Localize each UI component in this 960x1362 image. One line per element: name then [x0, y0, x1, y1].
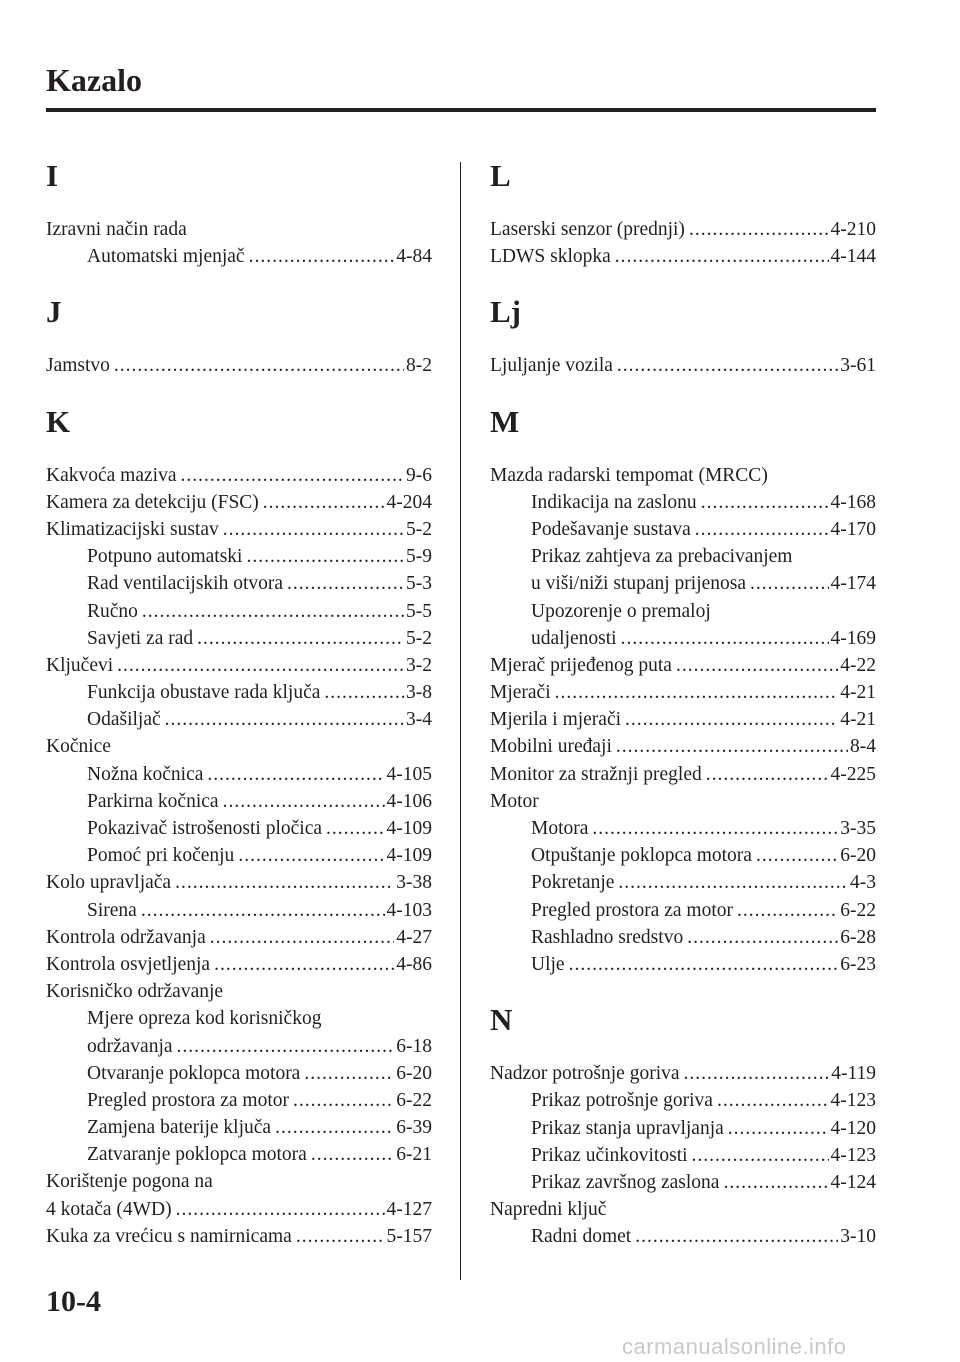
- dot-leader: [141, 897, 385, 924]
- index-entry: [490, 598, 876, 625]
- index-entry-page[interactable]: 3-4: [406, 709, 432, 731]
- index-entry-page[interactable]: 4-169: [830, 627, 876, 649]
- index-entry-label: Zatvaranje poklopca motora: [87, 1144, 307, 1166]
- index-entry: [490, 706, 876, 733]
- index-entry-page[interactable]: 4-106: [386, 790, 432, 812]
- index-entry: [46, 815, 432, 842]
- index-entry-label: Pregled prostora za motor: [531, 899, 733, 921]
- index-entry: [46, 924, 432, 951]
- index-entry-page[interactable]: 9-6: [406, 464, 432, 486]
- index-entry-page[interactable]: 4-127: [386, 1198, 432, 1220]
- index-entry-label: Motora: [531, 818, 589, 839]
- index-entry-page[interactable]: 5-9: [406, 546, 432, 568]
- index-entry: [490, 1087, 876, 1114]
- index-entry-label: Prikaz učinkovitosti: [531, 1144, 688, 1166]
- index-entry-label: Prikaz potrošnje goriva: [531, 1090, 713, 1112]
- index-entry-label: Upozorenje o premaloj: [531, 600, 711, 622]
- index-entry-page[interactable]: 4-144: [830, 246, 876, 268]
- index-entry-label: Kamera za detekciju (FSC): [46, 491, 259, 513]
- dot-leader: [249, 243, 395, 270]
- index-entry: [46, 1141, 432, 1168]
- index-entry-page[interactable]: 6-20: [396, 1062, 432, 1084]
- index-entry: [490, 570, 876, 597]
- index-entry-label: Kočnice: [46, 736, 111, 758]
- index-entry-page[interactable]: 6-18: [396, 1035, 432, 1057]
- index-entry-page[interactable]: 4-109: [386, 818, 432, 839]
- dot-leader: [238, 842, 384, 869]
- header-rule: [46, 108, 876, 112]
- index-entry-label: Ručno: [87, 600, 138, 622]
- index-entry-label: Pokretanje: [531, 872, 615, 894]
- dot-leader: [177, 1033, 395, 1060]
- index-entry: [46, 1223, 432, 1250]
- dot-leader: [197, 625, 404, 652]
- index-entry: [46, 978, 432, 1005]
- index-entry: [46, 706, 432, 733]
- index-entry-label: Napredni ključ: [490, 1199, 607, 1221]
- index-entry-label: Ljuljanje vozila: [490, 355, 613, 377]
- index-entry: [46, 243, 432, 270]
- index-entry-page[interactable]: 5-2: [406, 518, 432, 540]
- index-entry-label: Automatski mjenjač: [87, 246, 245, 268]
- index-entry-label: Kakvoća maziva: [46, 464, 177, 486]
- index-entry-page[interactable]: 4-168: [830, 491, 876, 513]
- index-entry: [46, 761, 432, 788]
- dot-leader: [625, 706, 838, 733]
- index-entry-page[interactable]: 5-2: [406, 627, 432, 649]
- index-entry-page[interactable]: 6-23: [840, 953, 876, 975]
- index-entry-label: u viši/niži stupanj prijenosa: [531, 573, 747, 595]
- index-entry-page[interactable]: 5-3: [406, 573, 432, 595]
- page-number: 10-4: [46, 1285, 101, 1318]
- index-entry-page[interactable]: 4-22: [840, 654, 876, 676]
- section-gap: [46, 442, 432, 462]
- section-letter: J: [46, 294, 62, 330]
- dot-leader: [165, 706, 404, 733]
- index-entry-page[interactable]: 4-204: [386, 491, 432, 513]
- dot-leader: [616, 733, 848, 760]
- index-entry: [46, 1033, 432, 1060]
- index-entry: [46, 652, 432, 679]
- dot-leader: [569, 951, 839, 978]
- dot-leader: [676, 652, 838, 679]
- index-entry-page[interactable]: 4-105: [386, 763, 432, 785]
- dot-leader: [555, 679, 839, 706]
- index-entry: [490, 924, 876, 951]
- dot-leader: [311, 1141, 394, 1168]
- index-entry-page[interactable]: 4-225: [830, 763, 876, 785]
- index-entry: [46, 570, 432, 597]
- index-entry-label: Jamstvo: [46, 355, 110, 377]
- section-spacer: [490, 1250, 876, 1272]
- dot-leader: [175, 869, 394, 896]
- index-entry-label: Mjere opreza kod korisničkog: [87, 1008, 322, 1030]
- dot-leader: [728, 1115, 829, 1142]
- index-entry: [46, 216, 432, 243]
- index-entry: [490, 462, 876, 489]
- dot-leader: [287, 570, 404, 597]
- index-entry-label: Indikacija na zaslonu: [531, 491, 697, 513]
- section-letter: N: [490, 1002, 513, 1038]
- index-entry-page[interactable]: 4-210: [830, 219, 876, 240]
- index-entry: [46, 1005, 432, 1032]
- index-entry-label: Mazda radarski tempomat (MRCC): [490, 464, 768, 486]
- dot-leader: [114, 352, 404, 379]
- index-entry: [490, 625, 876, 652]
- index-entry-label: 4 kotača (4WD): [46, 1198, 172, 1220]
- dot-leader: [706, 761, 829, 788]
- index-entry: [490, 788, 876, 815]
- dot-leader: [117, 652, 404, 679]
- index-entry: [46, 543, 432, 570]
- index-entry-label: Kolo upravljača: [46, 872, 172, 894]
- index-entry-label: Kontrola održavanja: [46, 926, 206, 948]
- index-entry-page[interactable]: 6-21: [396, 1144, 432, 1166]
- index-entry-label: Funkcija obustave rada ključa: [87, 682, 321, 704]
- index-entry-label: Prikaz stanja upravljanja: [531, 1117, 724, 1139]
- index-entry: [46, 462, 432, 489]
- column-divider: [460, 162, 461, 1280]
- index-entry: [490, 869, 876, 896]
- index-entry-page[interactable]: 6-20: [840, 845, 876, 867]
- dot-leader: [615, 243, 829, 270]
- index-entry-page[interactable]: 3-61: [840, 355, 876, 377]
- index-entry-label: Potpuno automatski: [87, 546, 243, 568]
- index-entry-label: Motor: [490, 790, 539, 812]
- index-entry: [490, 1115, 876, 1142]
- dot-leader: [689, 216, 829, 243]
- section-spacer: [46, 270, 432, 292]
- index-entry: [490, 243, 876, 270]
- index-entry: [46, 679, 432, 706]
- dot-leader: [326, 815, 384, 842]
- index-entry-page[interactable]: 3-35: [840, 818, 876, 839]
- dot-leader: [687, 924, 838, 951]
- index-entry-label: Izravni način rada: [46, 219, 187, 240]
- dot-leader: [756, 842, 838, 869]
- index-entry-label: Odašiljač: [87, 709, 161, 731]
- index-entry-page[interactable]: 6-22: [396, 1089, 432, 1111]
- index-entry-label: Rashladno sredstvo: [531, 926, 684, 948]
- index-entry-label: Podešavanje sustava: [531, 518, 691, 540]
- dot-leader: [717, 1087, 829, 1114]
- section-gap: [490, 1040, 876, 1060]
- index-entry-label: Savjeti za rad: [87, 627, 194, 649]
- index-entry: [46, 1060, 432, 1087]
- index-entry-page[interactable]: 5-157: [386, 1225, 432, 1247]
- index-entry: [490, 897, 876, 924]
- dot-leader: [214, 951, 394, 978]
- dot-leader: [750, 570, 828, 597]
- index-entry-page[interactable]: 3-2: [406, 654, 432, 676]
- dot-leader: [293, 1087, 394, 1114]
- index-entry-page[interactable]: 3-8: [406, 682, 432, 704]
- section-letter: L: [490, 158, 511, 193]
- index-entry-label: Laserski senzor (prednji): [490, 219, 685, 240]
- index-entry-page[interactable]: 4-84: [396, 246, 432, 268]
- index-column-left: [46, 156, 432, 1272]
- index-entry-label: LDWS sklopka: [490, 246, 611, 268]
- section-letter: I: [46, 158, 59, 193]
- index-entry-page[interactable]: 6-28: [840, 926, 876, 948]
- index-entry-label: Zamjena baterije ključa: [87, 1117, 272, 1139]
- index-entry-label: Parkirna kočnica: [87, 790, 219, 812]
- index-entry: [46, 788, 432, 815]
- index-entry: [46, 842, 432, 869]
- index-entry: [490, 352, 876, 379]
- dot-leader: [142, 598, 404, 625]
- index-entry: [46, 897, 432, 924]
- index-entry: [46, 625, 432, 652]
- index-entry: [490, 679, 876, 706]
- index-entry: [46, 1168, 432, 1195]
- dot-leader: [246, 543, 404, 570]
- index-entry: [46, 869, 432, 896]
- page-title: Kazalo: [46, 62, 142, 98]
- section-gap: [46, 196, 432, 216]
- index-entry: [46, 1114, 432, 1141]
- section-spacer: [490, 380, 876, 402]
- dot-leader: [210, 924, 395, 951]
- index-entry-page[interactable]: 4-123: [830, 1090, 876, 1112]
- index-entry-page[interactable]: 5-5: [406, 600, 432, 622]
- index-entry-label: Sirena: [87, 899, 137, 921]
- index-entry-page[interactable]: 4-170: [830, 518, 876, 540]
- index-entry-label: Mjerila i mjerači: [490, 709, 622, 731]
- section-spacer: [46, 1250, 432, 1272]
- index-entry-label: Prikaz zahtjeva za prebacivanjem: [531, 546, 793, 568]
- index-entry-page[interactable]: 4-119: [831, 1063, 876, 1085]
- index-entry-label: Mjerač prijeđenog puta: [490, 654, 672, 676]
- dot-leader: [701, 489, 829, 516]
- index-entry-label: Mobilni uređaji: [490, 736, 612, 758]
- index-entry-label: Pregled prostora za motor: [87, 1089, 289, 1111]
- index-entry-page[interactable]: 6-22: [840, 899, 876, 921]
- index-entry: [490, 761, 876, 788]
- index-entry: [46, 598, 432, 625]
- dot-leader: [176, 1196, 385, 1223]
- index-entry-page[interactable]: 3-38: [396, 872, 432, 894]
- section-spacer: [490, 978, 876, 1000]
- index-entry: [46, 516, 432, 543]
- index-entry: [490, 216, 876, 243]
- index-entry-page[interactable]: 4-174: [830, 573, 876, 595]
- dot-leader: [275, 1114, 394, 1141]
- index-entry-label: Prikaz završnog zaslona: [531, 1171, 720, 1193]
- index-entry: [490, 489, 876, 516]
- index-entry: [490, 1223, 876, 1250]
- index-entry: [46, 951, 432, 978]
- index-entry: [490, 842, 876, 869]
- index-entry: [490, 1169, 876, 1196]
- index-entry-page[interactable]: 4-109: [386, 845, 432, 867]
- dot-leader: [684, 1060, 830, 1087]
- dot-leader: [296, 1223, 385, 1250]
- index-entry: [490, 1196, 876, 1223]
- index-entry: [490, 543, 876, 570]
- section-gap: [490, 196, 876, 216]
- section-gap: [46, 332, 432, 352]
- index-entry-label: Ključevi: [46, 654, 114, 676]
- index-entry: [46, 1196, 432, 1223]
- index-entry: [46, 489, 432, 516]
- dot-leader: [207, 761, 384, 788]
- index-entry: [46, 352, 432, 379]
- index-entry-label: Kuka za vrećicu s namirnicama: [46, 1225, 292, 1247]
- index-entry-label: Nadzor potrošnje goriva: [490, 1063, 680, 1085]
- dot-leader: [618, 869, 848, 896]
- index-entry-label: Ulje: [531, 953, 565, 975]
- dot-leader: [180, 462, 404, 489]
- index-entry: [490, 652, 876, 679]
- dot-leader: [617, 352, 838, 379]
- index-entry-page[interactable]: 4-21: [840, 682, 876, 704]
- dot-leader: [692, 1142, 829, 1169]
- index-entry-page[interactable]: 4-27: [396, 926, 432, 948]
- index-entry-label: održavanja: [87, 1035, 173, 1057]
- index-entry: [490, 733, 876, 760]
- index-entry-label: Korištenje pogona na: [46, 1171, 213, 1193]
- dot-leader: [695, 516, 829, 543]
- index-entry-label: Nožna kočnica: [87, 763, 204, 785]
- index-column-right: [490, 156, 876, 1272]
- index-entry-page[interactable]: 4-123: [830, 1144, 876, 1166]
- section-letter: M: [490, 403, 520, 439]
- dot-leader: [737, 897, 838, 924]
- dot-leader: [223, 788, 385, 815]
- index-entry: [490, 516, 876, 543]
- index-entry-label: Kontrola osvjetljenja: [46, 953, 211, 975]
- index-entry-label: Rad ventilacijskih otvora: [87, 573, 284, 595]
- dot-leader: [324, 679, 404, 706]
- dot-leader: [635, 1223, 838, 1250]
- index-entry: [46, 1087, 432, 1114]
- index-entry-page[interactable]: 4-21: [840, 709, 876, 731]
- index-entry-page[interactable]: 8-2: [406, 355, 432, 377]
- index-entry: [46, 733, 432, 760]
- dot-leader: [592, 815, 838, 842]
- index-entry-page[interactable]: 4-103: [386, 899, 432, 921]
- section-spacer: [490, 270, 876, 292]
- dot-leader: [304, 1060, 394, 1087]
- index-entry-label: Otvaranje poklopca motora: [87, 1062, 301, 1084]
- index-entry-page[interactable]: 6-39: [396, 1117, 432, 1139]
- section-gap: [490, 442, 876, 462]
- index-entry: [490, 951, 876, 978]
- index-entry-page[interactable]: 4-120: [830, 1117, 876, 1139]
- watermark: carmanualsonline.info: [622, 1334, 847, 1359]
- section-gap: [490, 332, 876, 352]
- index-entry-label: Radni domet: [531, 1226, 632, 1248]
- index-entry-label: Monitor za stražnji pregled: [490, 763, 702, 785]
- index-entry-page[interactable]: 4-86: [396, 953, 432, 975]
- index-entry: [490, 1142, 876, 1169]
- index-entry-page[interactable]: 3-10: [840, 1226, 876, 1248]
- index-entry: [490, 815, 876, 842]
- dot-leader: [263, 489, 385, 516]
- index-entry-label: Klimatizacijski sustav: [46, 518, 219, 540]
- index-entry: [490, 1060, 876, 1087]
- dot-leader: [621, 625, 829, 652]
- index-entry-label: Pomoć pri kočenju: [87, 845, 235, 867]
- section-spacer: [46, 380, 432, 402]
- index-entry-label: Mjerači: [490, 682, 551, 704]
- section-letter: K: [46, 403, 71, 439]
- dot-leader: [723, 1169, 828, 1196]
- index-entry-page[interactable]: 8-4: [850, 736, 876, 758]
- index-entry-label: Otpuštanje poklopca motora: [531, 845, 752, 867]
- index-entry-page[interactable]: 4-124: [830, 1171, 876, 1193]
- section-letter: Lj: [490, 294, 521, 330]
- index-entry-label: udaljenosti: [531, 627, 617, 649]
- dot-leader: [223, 516, 404, 543]
- index-entry-label: Pokazivač istrošenosti pločica: [87, 818, 323, 839]
- index-entry-label: Korisničko održavanje: [46, 981, 224, 1003]
- index-entry-page[interactable]: 4-3: [850, 872, 876, 894]
